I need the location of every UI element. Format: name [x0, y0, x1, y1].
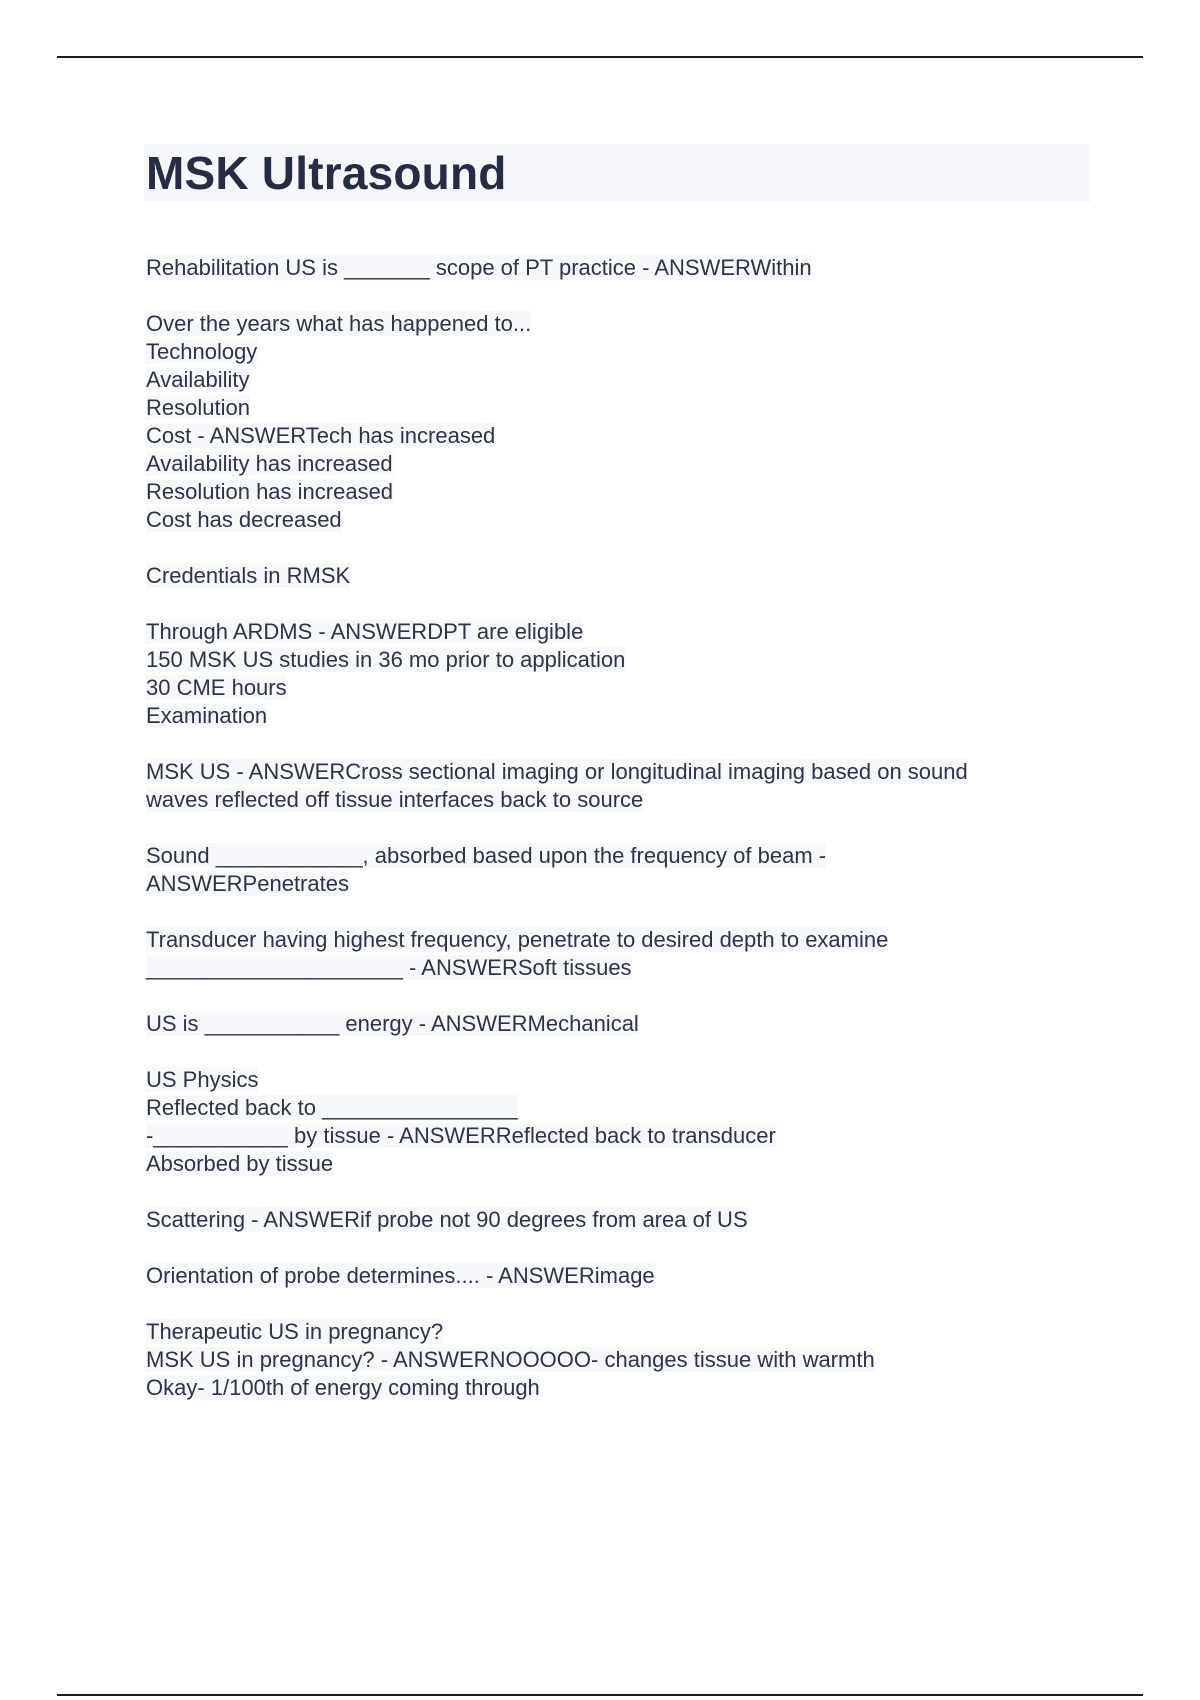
qa-line-text: Sound ____________, absorbed based upon the frequency of beam - — [146, 843, 827, 868]
qa-line-text: MSK US - ANSWERCross sectional imaging or longitudinal imaging based on sound — [146, 759, 968, 784]
qa-line — [146, 1122, 1106, 1150]
qa-line — [146, 786, 1106, 814]
qa-line — [146, 1262, 1106, 1290]
qa-item — [146, 1066, 1106, 1178]
qa-line — [146, 646, 1106, 674]
qa-line — [146, 926, 1106, 954]
qa-item — [146, 254, 1106, 282]
qa-line-text: _____________________ - ANSWERSoft tissues — [146, 955, 632, 980]
qa-item — [146, 842, 1106, 898]
qa-line — [146, 338, 1106, 366]
qa-line-text: 30 CME hours — [146, 675, 287, 700]
qa-line-text: Availability has increased — [146, 451, 393, 476]
qa-line-text: Credentials in RMSK — [146, 563, 351, 588]
qa-line — [146, 254, 1106, 282]
qa-line-text: Resolution has increased — [146, 479, 394, 504]
qa-item — [146, 562, 1106, 590]
qa-line-text: MSK US in pregnancy? - ANSWERNOOOOO- changes tissue with warmth — [146, 1347, 875, 1372]
qa-line-text: Availability — [146, 367, 250, 392]
qa-item — [146, 1318, 1106, 1402]
qa-line — [146, 366, 1106, 394]
qa-line-text: Absorbed by tissue — [146, 1151, 334, 1176]
qa-line-text: Cost - ANSWERTech has increased — [146, 423, 496, 448]
qa-line — [146, 506, 1106, 534]
qa-line-text: 150 MSK US studies in 36 mo prior to application — [146, 647, 626, 672]
qa-item — [146, 926, 1106, 982]
qa-line — [146, 674, 1106, 702]
qa-line-text: Cost has decreased — [146, 507, 342, 532]
qa-line — [146, 478, 1106, 506]
qa-line — [146, 1094, 1106, 1122]
qa-line — [146, 842, 1106, 870]
document-body — [146, 254, 1106, 1430]
qa-line-text: Transducer having highest frequency, penetrate to desired depth to examine — [146, 927, 889, 952]
qa-item — [146, 1262, 1106, 1290]
qa-line-text: -___________ by tissue - ANSWERReflected back to transducer — [146, 1123, 776, 1148]
qa-line-text: ANSWERPenetrates — [146, 871, 349, 896]
qa-line — [146, 1010, 1106, 1038]
bottom-rule — [57, 1694, 1143, 1696]
qa-line — [146, 1318, 1106, 1346]
qa-line — [146, 310, 1106, 338]
qa-line — [146, 758, 1106, 786]
qa-line — [146, 618, 1106, 646]
qa-line-text: Okay- 1/100th of energy coming through — [146, 1375, 540, 1400]
qa-line-text: Orientation of probe determines.... - ANSWERimage — [146, 1263, 655, 1288]
qa-item — [146, 1010, 1106, 1038]
qa-line-text: Reflected back to ________________ — [146, 1095, 518, 1120]
qa-line — [146, 422, 1106, 450]
qa-line-text: Rehabilitation US is _______ scope of PT practice - ANSWERWithin — [146, 255, 812, 280]
qa-item — [146, 310, 1106, 534]
qa-line — [146, 1066, 1106, 1094]
qa-line — [146, 954, 1106, 982]
qa-line — [146, 562, 1106, 590]
qa-line-text: Through ARDMS - ANSWERDPT are eligible — [146, 619, 584, 644]
qa-line — [146, 1346, 1106, 1374]
qa-line-text: Therapeutic US in pregnancy? — [146, 1319, 444, 1344]
qa-line — [146, 1150, 1106, 1178]
qa-line — [146, 870, 1106, 898]
qa-line-text: Examination — [146, 703, 268, 728]
page-title: MSK Ultrasound — [146, 147, 507, 199]
qa-line-text: Scattering - ANSWERif probe not 90 degrees from area of US — [146, 1207, 748, 1232]
qa-line-text: waves reflected off tissue interfaces back to source — [146, 787, 644, 812]
qa-line-text: Technology — [146, 339, 258, 364]
qa-line-text: US Physics — [146, 1067, 259, 1092]
qa-item — [146, 758, 1106, 814]
qa-line — [146, 450, 1106, 478]
qa-item — [146, 618, 1106, 730]
qa-line — [146, 1206, 1106, 1234]
qa-line — [146, 394, 1106, 422]
qa-line — [146, 702, 1106, 730]
qa-item — [146, 1206, 1106, 1234]
qa-line-text: Resolution — [146, 395, 250, 420]
top-rule — [57, 56, 1143, 58]
qa-line-text: US is ___________ energy - ANSWERMechanical — [146, 1011, 639, 1036]
qa-line — [146, 1374, 1106, 1402]
qa-line-text: Over the years what has happened to... — [146, 311, 532, 336]
